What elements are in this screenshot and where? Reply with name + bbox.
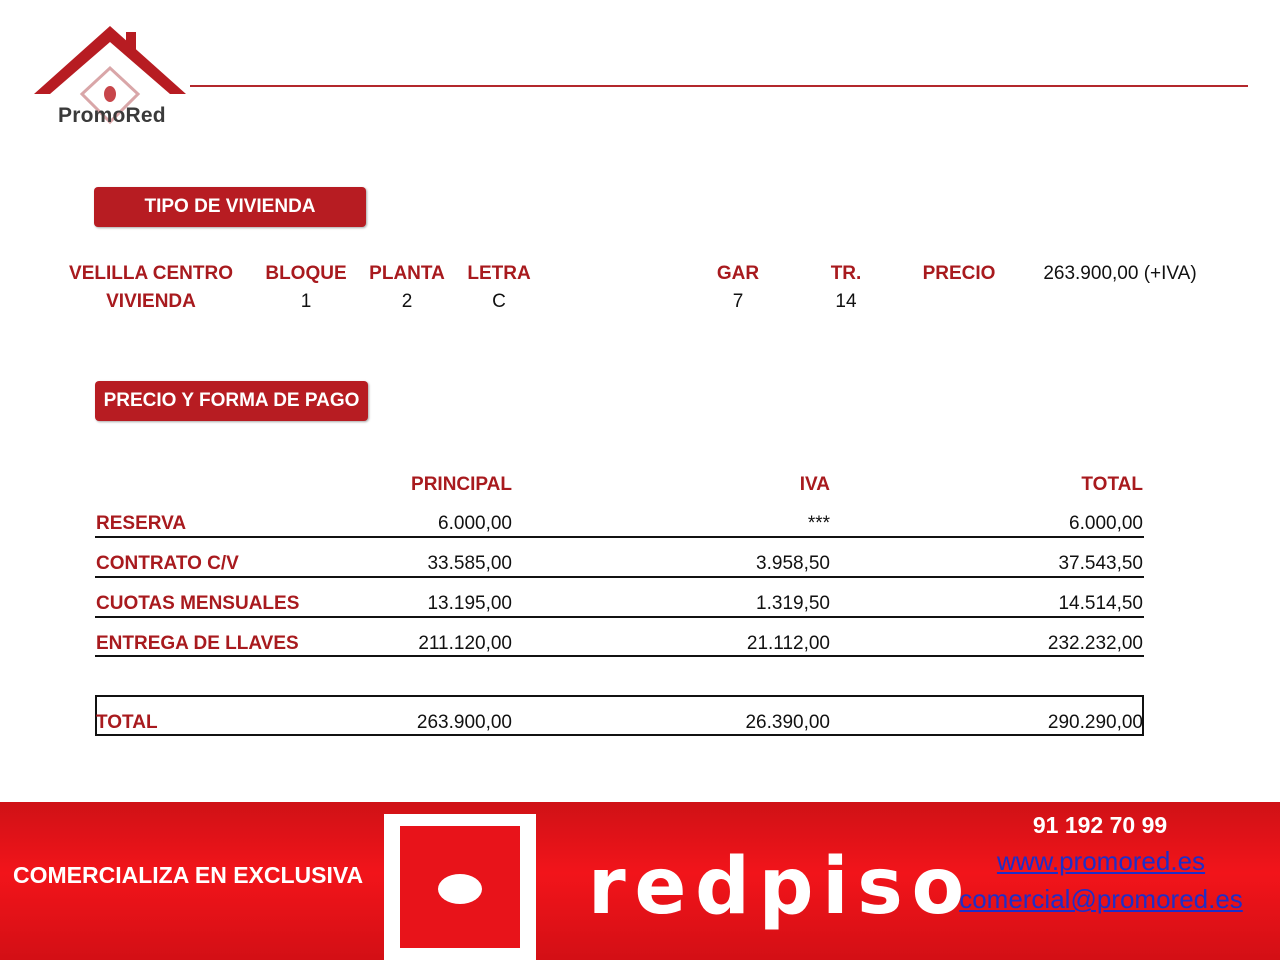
phone-number: 91 192 70 99	[1032, 812, 1168, 838]
label-location: VELILLA CENTRO	[69, 263, 233, 284]
row-divider	[95, 576, 1144, 578]
total-principal: 263.900,00	[416, 712, 512, 733]
redpiso-logo-icon	[384, 814, 536, 960]
row-divider	[95, 616, 1144, 618]
label-gar: GAR	[716, 263, 760, 284]
label-type: VIVIENDA	[106, 291, 196, 312]
section-title-precio-forma-pago: PRECIO Y FORMA DE PAGO	[95, 381, 368, 421]
brand-name: PromoRed	[58, 104, 166, 127]
header-total: TOTAL	[1081, 474, 1143, 495]
row-divider	[95, 536, 1144, 538]
header-divider	[190, 85, 1248, 87]
row-total-entrega: 232.232,00	[1047, 633, 1143, 654]
footer-banner	[0, 802, 1280, 960]
row-label-entrega: ENTREGA DE LLAVES	[96, 633, 299, 654]
row-label-cuotas: CUOTAS MENSUALES	[96, 593, 300, 614]
row-principal-contrato: 33.585,00	[427, 553, 512, 574]
row-total-cuotas: 14.514,50	[1058, 593, 1143, 614]
label-letra: LETRA	[467, 263, 531, 284]
value-bloque: 1	[300, 291, 312, 312]
promored-logo	[30, 22, 190, 134]
total-iva: 26.390,00	[745, 712, 830, 733]
row-label-reserva: RESERVA	[96, 513, 187, 534]
label-planta: PLANTA	[369, 263, 445, 284]
header-principal: PRINCIPAL	[411, 474, 512, 495]
email-link[interactable]: comercial@promored.es	[959, 884, 1243, 914]
redpiso-wordmark: redpiso	[588, 842, 973, 932]
value-letra: C	[492, 291, 506, 312]
value-tr: 14	[835, 291, 857, 312]
row-principal-cuotas: 13.195,00	[427, 593, 512, 614]
value-planta: 2	[401, 291, 413, 312]
value-precio: 263.900,00 (+IVA)	[1043, 263, 1197, 284]
section-title-tipo-vivienda: TIPO DE VIVIENDA	[94, 187, 366, 227]
total-total: 290.290,00	[1047, 712, 1143, 733]
row-iva-cuotas: 1.319,50	[756, 593, 830, 614]
row-total-contrato: 37.543,50	[1058, 553, 1143, 574]
row-principal-entrega: 211.120,00	[418, 633, 512, 654]
label-precio: PRECIO	[922, 263, 996, 284]
row-divider	[95, 655, 1144, 657]
row-iva-reserva: ***	[807, 513, 830, 534]
row-label-contrato: CONTRATO C/V	[96, 553, 239, 574]
row-total-reserva: 6.000,00	[1069, 513, 1143, 534]
website-link[interactable]: www.promored.es	[996, 846, 1206, 876]
label-bloque: BLOQUE	[265, 263, 347, 284]
exclusive-label: COMERCIALIZA EN EXCLUSIVA	[13, 862, 364, 888]
row-principal-reserva: 6.000,00	[438, 513, 512, 534]
total-label: TOTAL	[96, 712, 158, 733]
row-iva-contrato: 3.958,50	[756, 553, 830, 574]
label-tr: TR.	[830, 263, 862, 284]
row-iva-entrega: 21.112,00	[746, 633, 830, 654]
value-gar: 7	[732, 291, 744, 312]
header-iva: IVA	[799, 474, 830, 495]
